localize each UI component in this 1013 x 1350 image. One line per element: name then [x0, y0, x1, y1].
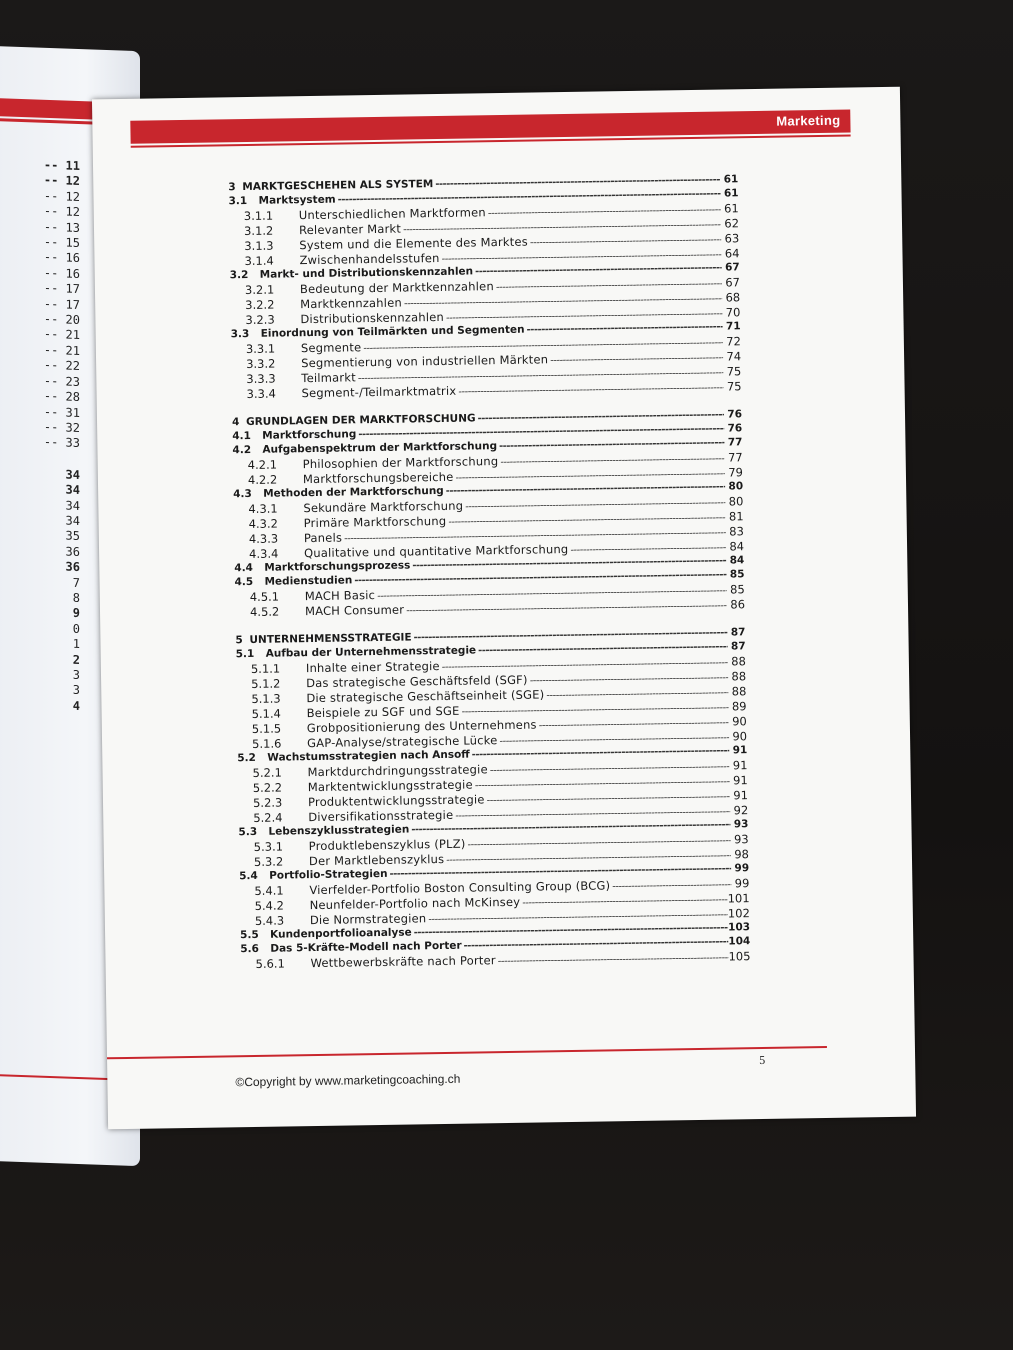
toc-number: 4.3.2 [248, 516, 279, 531]
left-page-number: 7 [72, 575, 80, 590]
left-page-number: -- 13 [43, 219, 80, 235]
toc-title: Panels [303, 530, 343, 546]
left-page-number: 4 [72, 698, 80, 713]
toc-page: 61 [724, 201, 739, 216]
toc-title: MACH Basic [304, 588, 376, 604]
toc-title: Die Normstrategien [309, 911, 427, 928]
toc-title: Marktsystem [258, 193, 336, 207]
toc-title: Marktforschungsprozess [264, 559, 411, 574]
toc-page: 91 [732, 758, 748, 773]
toc-page: 104 [728, 935, 751, 948]
toc-number: 4.5.2 [249, 604, 280, 619]
left-page-number: 34 [65, 498, 80, 513]
toc-page: 86 [730, 597, 746, 612]
toc-title: Methoden der Marktforschung [263, 484, 444, 500]
toc-title: Primäre Marktforschung [303, 513, 447, 531]
toc-page: 89 [731, 699, 747, 714]
left-page-number: -- 17 [43, 296, 80, 312]
toc-number: 5.4 [239, 869, 258, 883]
toc-page: 67 [724, 261, 740, 274]
left-page-number: -- 16 [43, 250, 80, 266]
toc-title: MACH Consumer [304, 602, 405, 619]
toc-number: 4.5 [234, 575, 254, 589]
toc-number: 5.6 [240, 942, 260, 956]
toc-title: GRUNDLAGEN DER MARKTFORSCHUNG [245, 412, 476, 429]
toc-page: 99 [734, 862, 750, 875]
toc-title: Marktforschung [262, 428, 357, 442]
toc-number: 4.2 [232, 443, 252, 457]
left-page-number: 8 [72, 590, 80, 606]
left-page-number: 1 [72, 636, 80, 652]
toc-number: 5.5 [240, 928, 259, 942]
toc-page: 72 [726, 334, 741, 349]
toc-title: Segmente [300, 340, 362, 356]
left-page-number: -- 16 [43, 265, 80, 281]
toc-number: 4 [231, 416, 240, 429]
toc-title: Vierfelder-Portfolio Boston Consulting Group (BCG) [309, 878, 611, 898]
left-page-number: 2 [72, 652, 80, 667]
toc-number: 5.4.1 [254, 883, 284, 898]
toc-title: Segmentierung von industriellen Märkten [301, 352, 549, 371]
toc-page: 83 [729, 524, 744, 539]
left-page-number: -- 12 [43, 188, 80, 204]
toc-page: 88 [731, 654, 746, 669]
toc-page: 84 [729, 554, 745, 567]
toc-number: 5.1.5 [251, 721, 282, 736]
toc-title: Marktentwicklungsstrategie [307, 777, 473, 795]
toc-page [92, 87, 916, 1130]
toc-number: 3.3 [230, 327, 250, 341]
toc-number: 5.2.2 [252, 780, 283, 795]
toc-number: 5.3 [238, 825, 258, 839]
copyright-text: ©Copyright by www.marketingcoaching.ch [235, 1071, 461, 1090]
toc-number: 5.1.3 [251, 691, 281, 706]
toc-page: 91 [733, 788, 749, 803]
toc-title: Segment-/Teilmarktmatrix [301, 383, 457, 401]
toc-page: 87 [730, 640, 746, 653]
toc-page: 76 [727, 422, 743, 435]
toc-number: 5.2.4 [253, 810, 283, 825]
toc-title: Teilmarkt [301, 370, 356, 386]
toc-page: 84 [729, 539, 745, 554]
toc-number: 3.3.1 [245, 341, 276, 357]
toc-number: 5 [235, 634, 243, 647]
toc-page: 80 [728, 494, 744, 509]
toc-number: 4.2.2 [247, 472, 278, 488]
toc-page: 88 [731, 669, 747, 684]
toc-page: 68 [725, 290, 741, 305]
toc-title: Zwischenhandelsstufen [299, 250, 440, 268]
toc-title: Marktforschungsbereiche [302, 469, 454, 487]
toc-number: 5.2.3 [252, 795, 283, 810]
toc-page: 102 [727, 906, 750, 921]
toc-title: Diversifikationsstrategie [308, 807, 454, 825]
toc-title: Philosophien der Marktforschung [302, 454, 499, 472]
toc-page: 88 [731, 684, 747, 699]
left-page-number: 35 [65, 528, 80, 544]
toc-page: 61 [723, 187, 739, 200]
toc-number: 5.1.4 [251, 706, 282, 721]
left-page-number: 3 [72, 667, 80, 683]
toc-page: 74 [726, 349, 742, 364]
toc-leader [498, 953, 729, 968]
toc-title: Markt- und Distributionskennzahlen [259, 265, 474, 281]
toc-number: 5.2 [237, 751, 257, 765]
toc-number: 5.4.2 [254, 898, 285, 913]
toc-title: Wachstumsstrategien nach Ansoff [267, 748, 470, 764]
toc-page: 91 [732, 744, 748, 757]
left-page-number: 34 [65, 482, 80, 498]
toc-page: 70 [725, 305, 741, 320]
toc-number: 5.6.1 [255, 956, 285, 971]
left-page-numbers [0, 156, 80, 714]
header-title: Marketing [776, 112, 841, 129]
left-page-number: -- 12 [43, 204, 80, 220]
toc-title: Produktlebenszyklus (PLZ) [308, 836, 466, 854]
left-page-number: -- 21 [43, 327, 80, 343]
toc-number: 3.2.2 [245, 297, 275, 313]
toc-title: Der Marktlebenszyklus [308, 851, 445, 869]
toc-page: 91 [732, 773, 748, 788]
toc-title: Das 5-Kräfte-Modell nach Porter [270, 939, 462, 955]
left-page-number: -- 12 [43, 173, 80, 189]
toc-title: Distributionskennzahlen [300, 309, 445, 327]
toc-number: 5.3.2 [253, 854, 284, 869]
toc-title: Einordnung von Teilmärkten und Segmenten [260, 323, 525, 340]
left-page-number: -- 21 [43, 342, 80, 358]
table-of-contents [228, 173, 750, 972]
left-page-number: 0 [72, 621, 80, 636]
toc-number: 3.1.4 [244, 253, 274, 269]
left-page-number: -- 28 [43, 388, 80, 405]
toc-number: 4.3.4 [249, 546, 279, 561]
toc-title: Aufbau der Unternehmensstrategie [265, 644, 477, 660]
toc-number: 4.3.3 [248, 531, 279, 546]
toc-page: 99 [734, 876, 750, 891]
toc-title: Beispiele zu SGF und SGE [306, 703, 460, 721]
toc-page: 85 [729, 568, 745, 581]
left-page-number: -- 11 [43, 157, 80, 174]
left-page-number: 34 [65, 513, 80, 528]
toc-title: Aufgabenspektrum der Marktforschung [262, 440, 498, 456]
toc-title: Wettbewerbskräfte nach Porter [310, 953, 496, 971]
toc-number: 3.3.4 [246, 386, 276, 402]
toc-title: Inhalte einer Strategie [305, 659, 440, 676]
left-page-number: -- 32 [43, 419, 80, 435]
footer-line [107, 1046, 827, 1059]
toc-number: 5.4.3 [254, 913, 285, 928]
toc-number: 5.2.1 [252, 765, 282, 780]
toc-number: 4.1 [232, 429, 251, 443]
toc-page: 77 [727, 450, 743, 465]
toc-leader [527, 322, 723, 336]
left-page-number: -- 31 [43, 404, 80, 420]
toc-number: 5.1.2 [251, 676, 281, 691]
toc-page: 77 [727, 436, 743, 449]
toc-page: 75 [726, 379, 742, 394]
toc-number: 3.2.1 [244, 282, 275, 298]
toc-title: System und die Elemente des Marktes [299, 234, 528, 253]
toc-page: 101 [727, 891, 750, 906]
toc-number: 3.1 [228, 194, 248, 208]
toc-page: 76 [727, 408, 743, 421]
toc-page: 75 [726, 364, 742, 379]
toc-number: 4.3.1 [248, 501, 278, 517]
left-page-number: 3 [72, 683, 80, 698]
toc-number: 3.1.3 [244, 238, 274, 254]
left-page-number: -- 23 [43, 373, 80, 389]
toc-page: 71 [725, 320, 741, 333]
toc-page: 90 [732, 729, 748, 744]
toc-page: 63 [724, 231, 740, 246]
toc-number: 4.4 [234, 561, 254, 575]
toc-title: Sekundäre Marktforschung [303, 498, 464, 516]
toc-number: 3 [228, 181, 236, 194]
toc-leader [612, 879, 731, 892]
toc-title: Relevanter Markt [298, 221, 402, 238]
toc-page: 105 [728, 949, 751, 964]
toc-number: 4.2.1 [247, 457, 278, 473]
toc-title: UNTERNEHMENSSTRATEGIE [249, 631, 412, 647]
toc-title: Produktentwicklungsstrategie [307, 792, 485, 810]
toc-title: Das strategische Geschäftsfeld (SGF) [306, 672, 528, 691]
toc-number: 3.2.3 [245, 312, 275, 328]
toc-title: Lebenszyklusstrategien [268, 823, 410, 838]
toc-number: 5.3.1 [253, 839, 284, 854]
left-page-number: 36 [65, 544, 80, 559]
toc-page: 98 [734, 847, 750, 862]
left-page-number: 9 [72, 606, 80, 621]
toc-page: 87 [730, 626, 746, 639]
toc-number: 3.3.3 [246, 371, 276, 387]
toc-title: Bedeutung der Marktkennzahlen [299, 279, 494, 297]
left-page-number: -- 17 [43, 281, 80, 297]
toc-title: Kundenportfolioanalyse [270, 926, 412, 941]
left-page-number: -- 22 [43, 358, 80, 374]
toc-page: 90 [732, 714, 747, 729]
left-page-number: -- 20 [43, 311, 80, 328]
left-page-number: 34 [65, 467, 80, 482]
left-page-number: 36 [65, 559, 80, 575]
toc-page: 61 [723, 173, 739, 186]
toc-number: 5.1 [235, 647, 255, 661]
toc-number: 3.1.2 [243, 223, 274, 239]
page-number: 5 [759, 1052, 766, 1068]
toc-page: 85 [729, 582, 745, 597]
toc-page: 81 [728, 509, 744, 524]
toc-page: 67 [725, 275, 741, 290]
toc-title: Unterschiedlichen Marktformen [298, 205, 486, 223]
toc-number: 3.3.2 [246, 356, 276, 372]
toc-page: 64 [724, 246, 740, 261]
toc-number: 4.5.1 [249, 589, 280, 604]
left-page-number: -- 33 [43, 435, 80, 451]
header-band [130, 110, 850, 144]
toc-page: 93 [733, 818, 749, 831]
toc-number: 3.2 [229, 268, 249, 282]
toc-title: Neunfelder-Portfolio nach McKinsey [309, 894, 521, 913]
toc-title: Marktdurchdringungsstrategie [307, 762, 488, 780]
toc-page: 62 [724, 216, 740, 231]
toc-page: 79 [728, 465, 744, 480]
toc-page: 103 [728, 921, 751, 934]
toc-title: Qualitative und quantitative Marktforschung [304, 541, 569, 561]
toc-page: 93 [733, 832, 749, 847]
toc-number: 3.1.1 [243, 208, 274, 224]
toc-title: Portfolio-Strategien [269, 867, 388, 882]
toc-title: Medienstudien [264, 574, 353, 588]
toc-number: 4.3 [233, 487, 252, 501]
toc-leader [499, 438, 725, 453]
toc-title: Marktkennzahlen [300, 295, 403, 312]
toc-title: MARKTGESCHEHEN ALS SYSTEM [242, 178, 434, 194]
toc-page: 92 [733, 803, 749, 818]
toc-number: 5.1.1 [250, 661, 281, 676]
toc-page: 80 [728, 480, 744, 493]
toc-number: 5.1.6 [251, 736, 282, 751]
toc-title: Die strategische Geschäftseinheit (SGE) [306, 687, 545, 706]
toc-title: Grobpositionierung des Unternehmens [306, 717, 537, 736]
toc-title: GAP-Analyse/strategische Lücke [306, 733, 498, 751]
left-page-number: -- 15 [43, 234, 80, 251]
